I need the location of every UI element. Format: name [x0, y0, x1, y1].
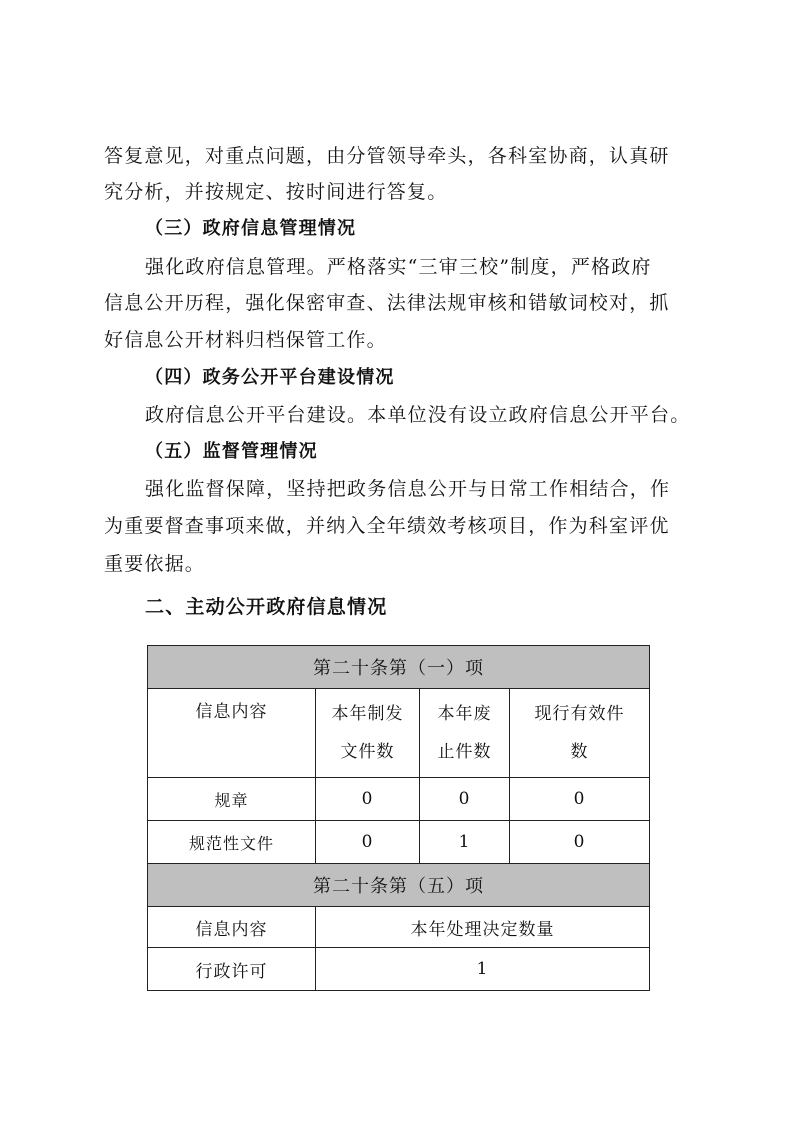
table-row: [148, 948, 650, 991]
paragraph-line: 信息公开历程，强化保密审查、法律法规审核和错敏词校对，抓: [104, 292, 670, 314]
column-header-info-label: 信息内容: [195, 702, 268, 722]
table-header-article-20-1: 第二十条第（一）项: [148, 646, 650, 689]
paragraph-line: 答复意见，对重点问题，由分管领导牵头，各科室协商，认真研: [104, 145, 670, 167]
cell-valid: 0: [510, 821, 650, 864]
cell-abolished: 0: [420, 778, 510, 821]
subheading-5: （五）监督管理情况: [145, 441, 318, 462]
subheading-4: （四）政务公开平台建设情况: [145, 367, 395, 388]
cell-issued: 0: [316, 821, 420, 864]
section-heading: 二、主动公开政府信息情况: [145, 596, 388, 618]
paragraph-line: 究分析，并按规定、按时间进行答复。: [104, 181, 448, 203]
column-header-issued: [316, 689, 420, 778]
column-header-abolished-line1: 本年废: [437, 704, 492, 724]
paragraph-line: 政府信息公开平台建设。本单位没有设立政府信息公开平台。: [145, 404, 691, 426]
cell-valid: 0: [510, 778, 650, 821]
paragraph-line: 重要依据。: [104, 553, 206, 575]
cell-decisions-count: 1: [316, 948, 650, 991]
column-header-info: [148, 689, 316, 778]
row-label-regulations: 规章: [148, 778, 316, 821]
table-row: [148, 821, 650, 864]
table-header-article-20-5: 第二十条第（五）项: [148, 864, 650, 907]
column-header-abolished: [420, 689, 510, 778]
column-header-valid-line2: 数: [570, 742, 589, 762]
column-header-info-2: 信息内容: [148, 907, 316, 948]
paragraph-line: 为重要督查事项来做，并纳入全年绩效考核项目，作为科室评优: [104, 515, 670, 537]
cell-issued: 0: [316, 778, 420, 821]
row-label-administrative-license: 行政许可: [148, 948, 316, 991]
column-header-issued-line1: 本年制发: [331, 704, 404, 724]
paragraph-line: 好信息公开材料归档保管工作。: [104, 329, 387, 351]
column-header-valid: [510, 689, 650, 778]
info-disclosure-table: [147, 645, 650, 991]
column-header-valid-line1: 现行有效件: [534, 704, 625, 724]
column-header-decisions: 本年处理决定数量: [316, 907, 650, 948]
paragraph-line: 强化政府信息管理。严格落实“三审三校”制度，严格政府: [145, 256, 652, 278]
table-row: [148, 778, 650, 821]
subheading-3: （三）政府信息管理情况: [145, 218, 357, 239]
column-header-issued-line2: 文件数: [340, 742, 395, 762]
paragraph-line: 强化监督保障，坚持把政务信息公开与日常工作相结合，作: [145, 478, 671, 500]
row-label-normative-documents: 规范性文件: [148, 821, 316, 864]
cell-abolished: 1: [420, 821, 510, 864]
column-header-abolished-line2: 止件数: [437, 742, 492, 762]
